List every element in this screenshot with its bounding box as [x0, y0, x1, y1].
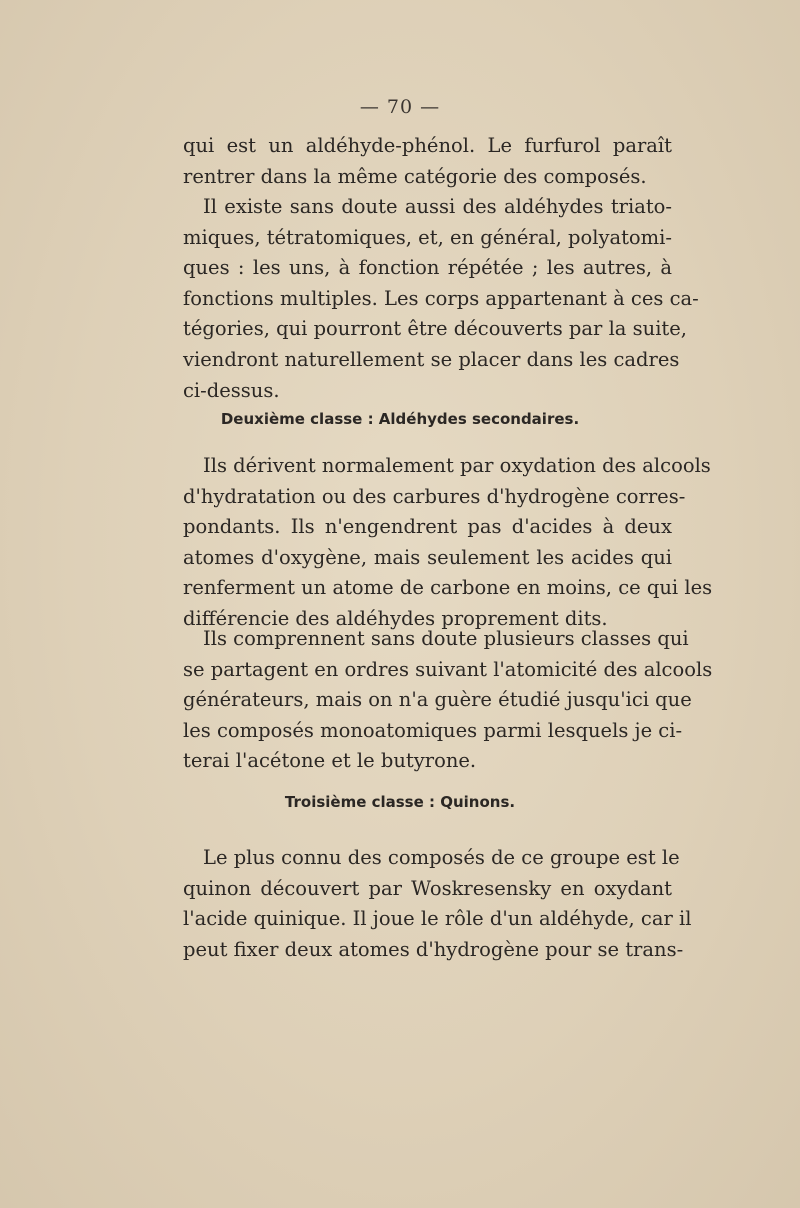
- text-line: ques : les uns, à fonction répétée ; les autres, à: [183, 256, 672, 280]
- text-line: Il existe sans doute aussi des aldéhydes triato-: [203, 195, 672, 218]
- text-line: différencie des aldéhydes proprement dits.: [183, 606, 608, 630]
- text-line: d'hydratation ou des carbures d'hydrogène corres-: [183, 484, 686, 508]
- paragraph-classes-orders: [183, 624, 713, 777]
- text-line: quinon découvert par Woskresensky en oxydant: [183, 876, 672, 900]
- text-line: pondants. Ils n'engendrent pas d'acides à deux: [183, 515, 672, 539]
- text-line: Le plus connu des composés de ce groupe est le: [203, 846, 680, 869]
- paragraph-aldehyde-phenol: [183, 131, 672, 192]
- text-line: peut fixer deux atomes d'hydrogène pour se trans-: [183, 937, 684, 961]
- text-line: miques, tétratomiques, et, en général, polyatomi-: [183, 225, 672, 249]
- text-line: rentrer dans la même catégorie des composés.: [183, 164, 647, 188]
- paragraph-polyatomic-aldehydes: [183, 192, 699, 406]
- text-line: fonctions multiples. Les corps appartenant à ces ca-: [183, 286, 699, 310]
- text-line: renferment un atome de carbone en moins, ce qui les: [183, 576, 713, 600]
- text-line: l'acide quinique. Il joue le rôle d'un aldéhyde, car il: [183, 907, 692, 931]
- text-line: tégories, qui pourront être découverts par la suite,: [183, 317, 688, 341]
- paragraph-quinon: [183, 843, 692, 965]
- section-heading-third-class: Troisième classe : Quinons.: [284, 793, 516, 811]
- text-line: se partagent en ordres suivant l'atomicité des alcools: [183, 657, 713, 681]
- text-line: générateurs, mais on n'a guère étudié jusqu'ici que: [183, 688, 692, 712]
- text-line: Ils dérivent normalement par oxydation des alcools: [203, 454, 711, 477]
- text-line: ci-dessus.: [183, 378, 280, 402]
- text-line: qui est un aldéhyde-phénol. Le furfurol paraît: [183, 134, 672, 157]
- section-heading-second-class: Deuxième classe : Aldéhydes secondaires.: [220, 410, 580, 428]
- paragraph-secondary-aldehydes: [183, 451, 713, 635]
- text-line: Ils comprennent sans doute plusieurs classes qui: [203, 627, 689, 650]
- text-line: les composés monoatomiques parmi lesquels je ci-: [183, 718, 683, 742]
- text-line: viendront naturellement se placer dans les cadres: [183, 347, 680, 371]
- text-line: atomes d'oxygène, mais seulement les acides qui: [183, 545, 672, 569]
- text-line: terai l'acétone et le butyrone.: [183, 749, 477, 773]
- page-number: — 70 —: [359, 96, 441, 118]
